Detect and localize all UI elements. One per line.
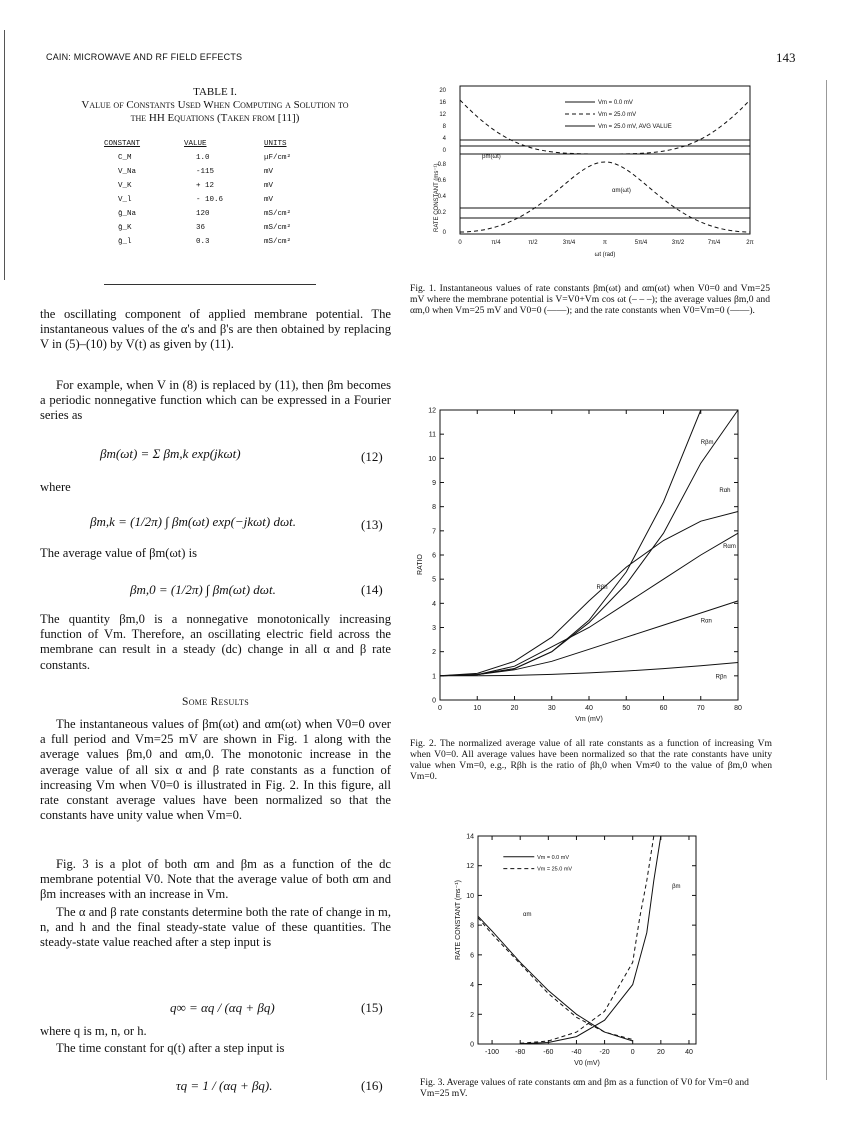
curve-label: Rαh (719, 488, 731, 495)
y-tick-label: 12 (428, 407, 436, 415)
table-cell: -115 (196, 168, 215, 176)
y-tick-label: 6 (470, 952, 474, 960)
table-cell: + 12 (196, 182, 215, 190)
series-line (440, 410, 738, 676)
x-tick-label: 80 (734, 705, 742, 712)
curve-label: Rβm (700, 439, 714, 446)
table-cell: mV (264, 196, 274, 204)
fig1-legend-label: Vm = 0.0 mV (598, 100, 633, 106)
y-axis-label: RATE CONSTANT (ms⁻¹) (455, 880, 462, 960)
paragraph: Fig. 3 is a plot of both αm and βm as a function of the dc membrane potential V0. Note that the average value of both αm and βm increases with an increase in Vm. (40, 857, 391, 902)
fig1-x-tick: 0 (458, 240, 462, 246)
scan-edge-right (826, 80, 827, 1080)
y-tick-label: 5 (432, 576, 436, 584)
fig2-caption: Fig. 2. The normalized average value of all rate constants as a function of increasing Vm when V0=0. All average values have been normalized so that the rate constants have unity value when Vm=0, e.g., Rβh is the ratio of βh,0 when Vm≠0 to the value of βm,0 when Vm=0. (410, 738, 772, 782)
table-row (104, 166, 334, 180)
table-cell: ḡ_Na (118, 210, 137, 218)
fig1-curve-label: βm(ωt) (482, 154, 501, 160)
fig1-y-tick: 0.6 (437, 178, 446, 184)
table-cell: C_M (118, 154, 132, 162)
y-tick-label: 2 (432, 649, 436, 657)
fig1-y-label: RATE CONSTANT (ms⁻¹) (434, 163, 440, 232)
table-row (104, 236, 334, 250)
table-row (104, 222, 334, 236)
y-tick-label: 14 (466, 833, 474, 841)
column-header: VALUE (184, 140, 207, 148)
x-tick-label: 0 (630, 1049, 635, 1056)
fig1-y-tick: 8 (442, 124, 446, 130)
y-tick-label: 9 (432, 480, 436, 487)
table-row (104, 180, 334, 194)
table-cell: mV (264, 182, 274, 190)
figure-1 (430, 82, 770, 277)
plot-frame (478, 836, 696, 1044)
curve-label: αm (523, 912, 532, 919)
fig1-x-tick: π (602, 240, 608, 246)
equation-number: (12) (361, 449, 383, 464)
table-row (104, 208, 334, 222)
fig1-x-tick: 3π/4 (562, 240, 576, 246)
y-tick-label: 4 (470, 982, 474, 990)
paragraph: The instantaneous values of βm(ωt) and αm(ωt) when V0=0 over a full period and Vm=25 mV are shown in Fig. 1 along with the average values βm,0 and αm,0. The monotonic increase in the average value of all six α and β rate constants as a function of increasing Vm when V0=0 is illustrated in Fig. 2. In this figure, all rate constant average values have been normalized so that the constants have unity value when Vm=0. (40, 717, 391, 823)
x-tick-label: 0 (438, 705, 442, 712)
fig1-legend-label: Vm = 25.0 mV (598, 112, 637, 118)
constants-table (104, 138, 334, 250)
fig1-x-tick: 2π (746, 240, 754, 246)
table-cell: 1.0 (196, 154, 210, 162)
table-row (104, 152, 334, 166)
equation-15: q∞ = αq / (αq + βq) (170, 1000, 275, 1015)
y-tick-label: 0 (470, 1041, 474, 1049)
y-tick-label: 11 (428, 431, 436, 439)
series-line (440, 512, 738, 676)
series-line (478, 918, 633, 1040)
figure-2 (410, 400, 770, 730)
curve-label: Rαm (723, 543, 736, 550)
curve-label: Rαn (700, 618, 712, 625)
x-tick-label: 40 (685, 1049, 693, 1056)
equation-16: τq = 1 / (αq + βq). (176, 1078, 273, 1093)
series-line (478, 916, 633, 1041)
column-header: UNITS (264, 140, 287, 148)
y-tick-label: 8 (470, 922, 474, 930)
y-axis-label: RATIO (417, 554, 424, 575)
paragraph: The quantity βm,0 is a nonnegative monotonically increasing function of Vm. Therefore, an oscillating electric field across the membrane can result in a steady (dc) change in all α and β rate constants. (40, 612, 391, 672)
x-tick-label: -20 (599, 1049, 610, 1056)
figure-3 (440, 830, 710, 1070)
x-tick-label: 40 (585, 705, 593, 712)
y-tick-label: 2 (470, 1011, 474, 1019)
fig1-upper-frame (460, 86, 750, 154)
plot-frame (440, 410, 738, 700)
x-tick-label: 60 (659, 705, 668, 712)
fig1-y-tick: 0.2 (437, 210, 446, 216)
table-cell: V_Na (118, 168, 137, 176)
fig1-lower-frame (460, 154, 750, 234)
equation-14: βm,0 = (1/2π) ∫ βm(ωt) dωt. (130, 582, 276, 597)
x-tick-label: -100 (485, 1049, 500, 1056)
y-tick-label: 8 (432, 504, 436, 512)
y-tick-label: 4 (432, 600, 436, 608)
x-tick-label: 70 (696, 705, 705, 712)
x-tick-label: -80 (515, 1049, 526, 1056)
table-cell: mS/cm² (264, 224, 292, 232)
fig1-x-tick: 3π/2 (671, 240, 685, 246)
series-line (440, 601, 738, 676)
table-rule (104, 284, 316, 285)
table-cell: mS/cm² (264, 238, 292, 246)
equation-number: (15) (361, 1000, 383, 1015)
series-line (440, 410, 738, 676)
y-tick-label: 12 (466, 863, 474, 871)
paragraph: The average value of βm(ωt) is (40, 546, 198, 560)
fig1-y-tick: 0 (442, 230, 446, 236)
table-cell: ḡ_l (118, 238, 132, 246)
paragraph: For example, when V in (8) is replaced by (11), then βm becomes a periodic nonnegative function which can be expressed in a Fourier series as (40, 378, 391, 423)
equation-number: (16) (361, 1078, 383, 1093)
fig1-y-tick: 16 (439, 100, 446, 106)
equation-number: (13) (361, 517, 383, 532)
fig1-x-tick: π/4 (491, 240, 501, 246)
fig1-alpha-m-curve (460, 162, 750, 232)
x-tick-label: -40 (571, 1049, 582, 1056)
x-axis-label: V0 (mV) (574, 1060, 600, 1067)
legend-label: Vm = 0.0 mV (537, 854, 570, 861)
x-tick-label: 20 (510, 705, 519, 712)
fig3-caption: Fig. 3. Average values of rate constants αm and βm as a function of V0 for Vm=0 and Vm=25 mV. (420, 1077, 749, 1099)
table-cell: 0.3 (196, 238, 210, 246)
fig1-y-tick: 0.8 (437, 162, 446, 168)
table-cell: mS/cm² (264, 210, 292, 218)
curve-label: Rβh (596, 584, 608, 591)
table-cell: mV (264, 168, 274, 176)
fig1-caption: Fig. 1. Instantaneous values of rate constants βm(ωt) and αm(ωt) when V0=0 and Vm=25 mV where the membrane potential is V=V0+Vm cos ωt (– – –); the average values βm,0 and αm,0 when Vm=25 mV and V0=0 (——); and the rate constants when V0=Vm=0 (——). (410, 283, 770, 316)
y-tick-label: 1 (432, 673, 436, 681)
equation-12: βm(ωt) = Σ βm,k exp(jkωt) (100, 446, 241, 461)
running-head: CAIN: MICROWAVE AND RF FIELD EFFECTS (46, 52, 243, 62)
paragraph: The α and β rate constants determine both the rate of change in m, n, and h and the final steady-state value of these quantities. The steady-state value reached after a step input is (40, 905, 391, 950)
table-title-line1: Value of Constants Used When Computing a Solution to (81, 99, 349, 111)
table-cell: 36 (196, 224, 206, 232)
fig1-x-tick: π/2 (528, 240, 538, 246)
fig1-y-tick: 20 (439, 88, 446, 94)
y-tick-label: 3 (432, 625, 436, 632)
x-tick-label: 30 (547, 705, 556, 712)
x-tick-label: -60 (543, 1049, 554, 1056)
x-tick-label: 10 (473, 705, 482, 712)
table-cell: ḡ_K (118, 224, 132, 232)
curve-label: Rβn (715, 674, 727, 681)
table-label: TABLE I. (193, 86, 237, 98)
x-axis-label: Vm (mV) (575, 716, 603, 723)
fig1-y-tick: 0 (442, 148, 446, 154)
page-number: 143 (776, 50, 796, 65)
fig1-y-tick: 0.4 (437, 194, 446, 200)
table-cell: 120 (196, 210, 210, 218)
equation-13: βm,k = (1/2π) ∫ βm(ωt) exp(−jkωt) dωt. (90, 514, 296, 529)
scan-edge-left (4, 30, 5, 280)
paragraph: where (40, 480, 71, 494)
table-cell: μF/cm² (264, 154, 292, 162)
legend-label: Vm = 25.0 mV (537, 866, 573, 873)
equation-number: (14) (361, 582, 383, 597)
paragraph: where q is m, n, or h. (40, 1024, 147, 1038)
y-tick-label: 6 (432, 552, 436, 560)
x-tick-label: 20 (656, 1049, 665, 1056)
curve-label: βm (672, 884, 681, 890)
fig1-x-label: ωt (rad) (594, 252, 616, 258)
x-tick-label: 50 (622, 705, 631, 712)
fig1-curve-label: αm(ωt) (612, 188, 631, 194)
table-header-row (104, 138, 334, 152)
section-heading: Some Results (182, 696, 249, 708)
table-title-line2: the HH Equations (Taken from [11]) (130, 112, 300, 124)
table-cell: - 10.6 (196, 196, 224, 204)
y-tick-label: 10 (428, 455, 436, 463)
y-tick-label: 7 (432, 528, 436, 536)
table-cell: V_l (118, 196, 132, 204)
series-line (440, 533, 738, 676)
fig1-x-tick: 5π/4 (634, 240, 648, 246)
table-cell: V_K (118, 182, 132, 190)
fig1-legend-label: Vm = 25.0 mV, AVG VALUE (598, 124, 672, 130)
y-tick-label: 0 (432, 697, 436, 705)
fig1-x-tick: 7π/4 (707, 240, 721, 246)
paragraph: the oscillating component of applied membrane potential. The instantaneous values of the α's and β's are then obtained by replacing V in (5)–(10) by V(t) as given by (11). (40, 307, 391, 352)
table-row (104, 194, 334, 208)
column-header: CONSTANT (104, 140, 141, 148)
fig1-y-tick: 4 (442, 136, 446, 142)
paragraph: The time constant for q(t) after a step input is (56, 1041, 285, 1055)
fig1-y-tick: 12 (439, 112, 446, 118)
y-tick-label: 10 (466, 892, 474, 900)
